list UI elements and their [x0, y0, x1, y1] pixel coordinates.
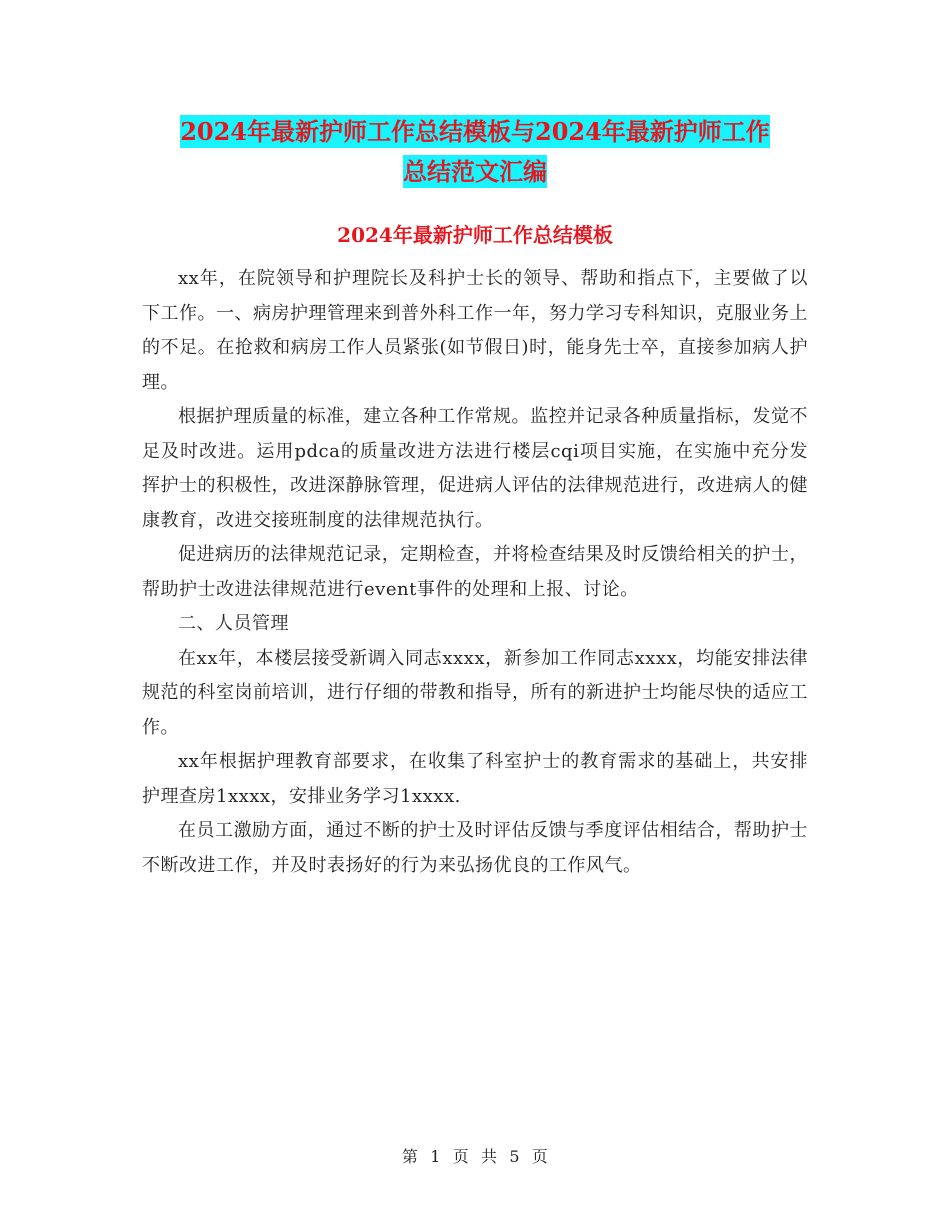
paragraph-4-heading: 二、人员管理 [178, 613, 289, 634]
document-title-line-1: 2024年最新护师工作总结模板与2024年最新护师工作 [180, 117, 770, 146]
document-title [0, 112, 950, 192]
footer-total-prefix: 共 [481, 1147, 498, 1166]
footer-current-page: 1 [430, 1147, 441, 1166]
footer-total-pages: 5 [509, 1147, 520, 1166]
page-footer [0, 1145, 950, 1169]
paragraph-1: xx年，在院领导和护理院长及科护士长的领导、帮助和指点下，主要做了以下工作。一、病房护理管理来到普外科工作一年，努力学习专科知识，克服业务上的不足。在抢救和病房工作人员紧张(如节假日)时，能身先士卒，直接参加病人护理。 [142, 268, 808, 393]
footer-page-word: 页 [452, 1147, 469, 1166]
section-title: 2024年最新护师工作总结模板 [337, 223, 613, 247]
paragraph-2: 根据护理质量的标准，建立各种工作常规。监控并记录各种质量指标，发觉不足及时改进。运用pdca的质量改进方法进行楼层cqi项目实施，在实施中充分发挥护士的积极性，改进深静脉管理，促进病人评估的法律规范进行，改进病人的健康教育，改进交接班制度的法律规范执行。 [142, 406, 808, 531]
footer-suffix: 页 [531, 1147, 549, 1166]
paragraph-3: 促进病历的法律规范记录，定期检查，并将检查结果及时反馈给相关的护士，帮助护士改进法律规范进行event事件的处理和上报、讨论。 [142, 544, 808, 600]
footer-prefix: 第 [401, 1147, 419, 1166]
document-body [142, 262, 808, 883]
document-title-line-2: 总结范文汇编 [403, 157, 547, 186]
paragraph-5: 在xx年，本楼层接受新调入同志xxxx，新参加工作同志xxxx，均能安排法律规范的科室岗前培训，进行仔细的带教和指导，所有的新进护士均能尽快的适应工作。 [142, 647, 808, 738]
paragraph-7: 在员工激励方面，通过不断的护士及时评估反馈与季度评估相结合，帮助护士不断改进工作，并及时表扬好的行为来弘扬优良的工作风气。 [142, 820, 808, 876]
paragraph-6: xx年根据护理教育部要求，在收集了科室护士的教育需求的基础上，共安排护理查房1xxxx，安排业务学习1xxxx. [142, 751, 808, 807]
